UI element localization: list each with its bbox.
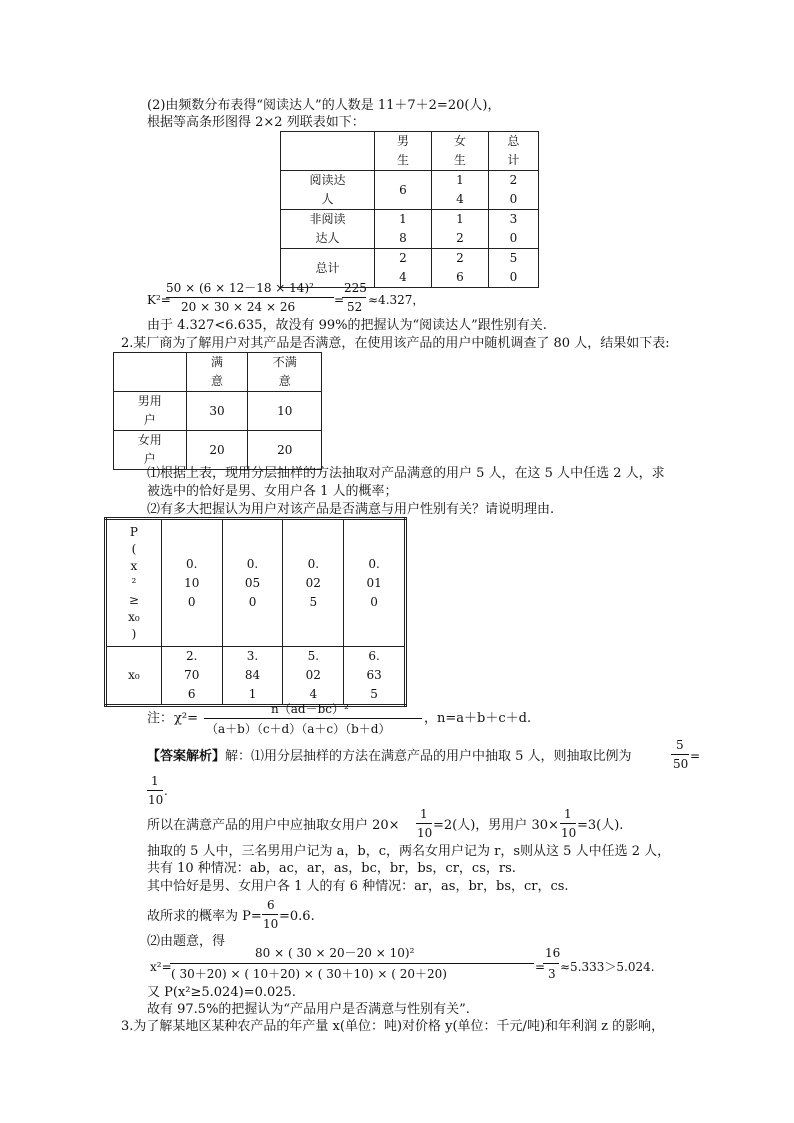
t1-h1: 男 生	[375, 132, 432, 171]
chi-fraction-bar-2	[543, 963, 559, 964]
question-3-title: 3.为了解某地区某种农产品的年产量 x(单位：吨)对价格 y(单位：千元/吨)和年利润 z 的影响，	[121, 1019, 665, 1034]
t1-h3: 总 计	[488, 132, 538, 171]
answer-step-6b: =0.6.	[279, 909, 315, 924]
t2-r0-label: 男用 户	[114, 392, 187, 431]
t1-r0-label: 阅读达 人	[281, 171, 375, 210]
t2-r0-c2: 10	[248, 392, 322, 431]
t1-r2-c2: 2 6	[431, 249, 488, 288]
note-chi: χ²=	[174, 711, 198, 726]
answer-step-1: 解：⑴用分层抽样的方法在满意产品的用户中抽取 5 人，则抽取比例为	[225, 749, 632, 764]
frac1-eq: =	[690, 749, 701, 763]
t1-r0-c2: 1 4	[431, 171, 488, 210]
t2-r0-c1: 30	[186, 392, 248, 431]
chi-fraction-bar	[170, 963, 534, 964]
note-denominator: （a＋b）（c＋d）（a＋c）（b＋d）	[206, 722, 391, 736]
t2-h2: 不满 意	[248, 353, 322, 392]
t3-r1-c2: 0. 05 0	[222, 519, 283, 647]
answer-step-8: 又 P(x²≥5.024)=0.025.	[147, 985, 296, 1000]
frac4-den: 10	[561, 826, 577, 840]
t3-r2-label: x₀	[106, 647, 162, 706]
frac4-bar	[560, 823, 576, 824]
answer-step-7: ⑵由题意，得	[147, 934, 226, 949]
t1-r1-c3: 3 0	[488, 210, 538, 249]
answer-step-9: 故有 97.5%的把握认为“产品用户是否满意与性别有关”.	[147, 1002, 470, 1017]
t1-r1-c2: 1 2	[431, 210, 488, 249]
frac1-bar	[671, 754, 689, 755]
k2-fraction-bar-2	[342, 297, 366, 298]
contingency-table-reading	[280, 131, 539, 288]
t2-r1-c1: 20	[186, 431, 248, 470]
t1-r2-c3: 5 0	[488, 249, 538, 288]
t2-h0	[114, 353, 187, 392]
frac1-num: 5	[676, 738, 684, 752]
t3-r1-c4: 0. 01 0	[344, 519, 406, 647]
t3-r2-c2: 3. 84 1	[222, 647, 283, 706]
k2-eq: =	[334, 293, 345, 307]
t2-r1-c2: 20	[248, 431, 322, 470]
answer-step-2c: =3(人).	[577, 818, 624, 833]
chi-num-2: 16	[545, 946, 561, 960]
chi-den-2: 3	[548, 967, 556, 981]
frac2-num: 1	[151, 774, 159, 788]
t1-r1-c1: 1 8	[375, 210, 432, 249]
note-suffix: ，n=a＋b＋c＋d.	[424, 711, 532, 726]
t2-r1-label: 女用 户	[114, 431, 187, 470]
t1-h2: 女 生	[431, 132, 488, 171]
k2-conclusion: 由于 4.327<6.635，故没有 99%的把握认为“阅读达人”跟性别有关.	[147, 318, 547, 333]
question-2-part-1a: ⑴根据上表，现用分层抽样的方法抽取对产品满意的用户 5 人，在这 5 人中任选 2 人，求	[147, 466, 665, 481]
frac3-den: 10	[417, 826, 433, 840]
frac1-den: 50	[673, 757, 689, 771]
k2-denominator-2: 52	[347, 300, 363, 314]
k2-lhs: K²=	[147, 293, 171, 307]
t1-r2-label: 总计	[281, 249, 375, 288]
frac5-bar	[262, 914, 278, 915]
chi-eq: =	[535, 960, 546, 974]
t2-h1: 满 意	[186, 353, 248, 392]
frac2-den: 10	[148, 793, 164, 807]
k2-numerator-2: 225	[344, 281, 367, 295]
k2-fraction-bar	[166, 297, 334, 298]
t1-r0-c1: 6	[375, 171, 432, 210]
answer-step-2a: 所以在满意产品的用户中应抽取女用户 20×	[147, 818, 400, 833]
satisfaction-table	[113, 352, 322, 470]
chi-numerator: 80 × ( 30 × 20－20 × 10)²	[255, 946, 415, 960]
k2-denominator: 20 × 30 × 24 × 26	[181, 300, 296, 314]
critical-value-table	[104, 517, 407, 707]
note-prefix: 注：	[147, 711, 174, 726]
note-numerator: n（ad－bc）²	[271, 702, 349, 716]
intro-line-2: 根据等高条形图得 2×2 列联表如下：	[147, 115, 365, 130]
frac4-num: 1	[564, 807, 572, 821]
frac2-bar	[147, 790, 163, 791]
answer-step-4: 共有 10 种情况：ab，ac，ar，as，bc，br，bs，cr，cs，rs.	[147, 861, 516, 876]
intro-line-1: (2)由频数分布表得“阅读达人”的人数是 11＋7＋2=20(人)，	[147, 98, 501, 113]
frac2-dot: .	[164, 784, 168, 798]
question-2-title: 2.某厂商为了解用户对其产品是否满意，在使用该产品的用户中随机调查了 80 人，结果如下表:	[121, 336, 670, 351]
k2-numerator: 50 × (6 × 12－18 × 14)²	[166, 281, 314, 295]
note-fraction-bar	[204, 718, 422, 719]
t1-h0	[281, 132, 375, 171]
answer-step-6a: 故所求的概率为 P=	[147, 909, 262, 924]
t1-r2-c1: 2 4	[375, 249, 432, 288]
frac3-num: 1	[420, 807, 428, 821]
answer-line-1	[147, 749, 632, 765]
t3-r2-c1: 2. 70 6	[161, 647, 222, 706]
question-2-part-1b: 被选中的恰好是男、女用户各 1 人的概率；	[147, 484, 398, 499]
t3-r1-c3: 0. 02 5	[283, 519, 344, 647]
chi-denominator: ( 30＋20) × ( 10＋20) × ( 30＋10) × ( 20＋20)	[171, 967, 447, 981]
frac5-den: 10	[263, 917, 279, 931]
t3-r2-c3: 5. 02 4	[283, 647, 344, 706]
t1-r1-label: 非阅读 达人	[281, 210, 375, 249]
k2-result: ≈4.327，	[368, 293, 425, 307]
chi-lhs: x²=	[150, 960, 172, 974]
t3-r1-c1: 0. 10 0	[161, 519, 222, 647]
answer-step-5: 其中恰好是男、女用户各 1 人的有 6 种情况：ar，as，br，bs，cr，cs.	[147, 879, 569, 894]
answer-step-3: 抽取的 5 人中，三名男用户记为 a，b，c，两名女用户记为 r，s则从这 5 人中任选 2 人，	[147, 844, 671, 859]
answer-label: 【答案解析】	[147, 749, 226, 764]
frac5-num: 6	[267, 898, 275, 912]
t3-r2-c4: 6. 63 5	[344, 647, 406, 706]
chi-result: ≈5.333＞5.024.	[560, 960, 655, 974]
t1-r0-c3: 2 0	[488, 171, 538, 210]
t3-r1-label: P ( x ² ≥ x₀ )	[106, 519, 162, 647]
answer-step-2b: =2(人)，男用户 30×	[433, 818, 559, 833]
question-2-part-2: ⑵有多大把握认为用户对该产品是否满意与用户性别有关？请说明理由.	[147, 502, 555, 517]
frac3-bar	[416, 823, 432, 824]
